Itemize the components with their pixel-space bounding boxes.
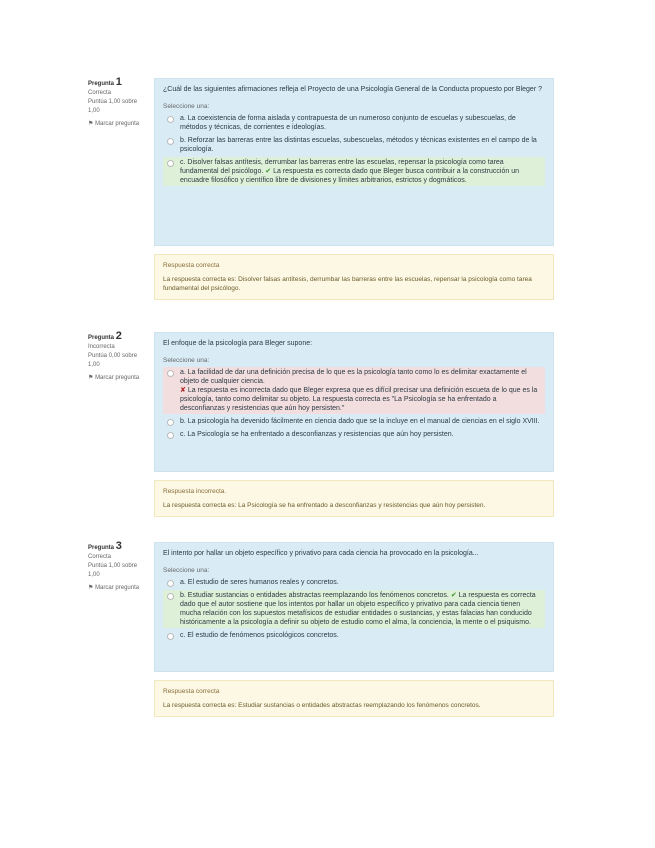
question-text: El enfoque de la psicología para Bleger supone: bbox=[163, 340, 313, 347]
cross-icon: ✘ bbox=[180, 387, 186, 394]
feedback-text: La respuesta correcta es: Disolver falsas antítesis, derrumbar las barreras entre las escuelas, repensar la psicología como tarea fundamental del psicólogo. bbox=[163, 276, 532, 292]
radio-button[interactable] bbox=[167, 432, 174, 439]
question-text: ¿Cuál de las siguientes afirmaciones refleja el Proyecto de una Psicología General de la Conducta propuesto por Bleger ? bbox=[163, 86, 542, 93]
question-state: Incorrecta bbox=[88, 344, 115, 350]
question-number: 1 bbox=[115, 76, 122, 88]
question-box bbox=[154, 332, 554, 472]
radio-button[interactable] bbox=[167, 593, 174, 600]
flag-question-button[interactable]: ⚑ Marcar pregunta bbox=[88, 375, 140, 381]
answer-option-b[interactable]: b. La psicología ha devenido fácilmente en ciencia dado que se la incluye en el manual de ciencias en el siglo XVIII. bbox=[163, 416, 545, 427]
question-number: 3 bbox=[115, 540, 122, 552]
feedback-text: La respuesta correcta es: La Psicología se ha enfrentado a desconfianzas y resistencias que aún hoy persisten. bbox=[163, 502, 486, 509]
option-feedback: La respuesta es correcta dado que Bleger busca contribuir a la construcción un encuadre filosófico y científico libre de divisiones y límites arbitrarios, estrictos y dogmáticos. bbox=[180, 168, 519, 184]
flag-icon: ⚑ bbox=[88, 585, 94, 591]
answer-option-a[interactable]: a. La coexistencia de forma aislada y contrapuesta de un numeroso conjunto de escuelas y subescuelas, de métodos y técnicas, de corrientes e ideologías. bbox=[163, 113, 545, 133]
answer-option-a[interactable]: a. El estudio de seres humanos reales y concretos. bbox=[163, 577, 545, 588]
radio-button[interactable] bbox=[167, 633, 174, 640]
question-score: Puntúa 0,00 sobre 1,00 bbox=[88, 353, 138, 368]
question-box bbox=[154, 542, 554, 672]
flag-icon: ⚑ bbox=[88, 375, 94, 381]
feedback-text: La respuesta correcta es: Estudiar sustancias o entidades abstractas reemplazando los fenómenos concretos. bbox=[163, 702, 481, 709]
feedback-heading: Respuesta incorrecta. bbox=[163, 488, 227, 495]
answer-option-b[interactable]: b. Reforzar las barreras entre las distintas escuelas, subescuelas, métodos y técnicas existentes en el campo de la psicología. bbox=[163, 135, 545, 155]
question-label: Pregunta bbox=[88, 335, 115, 341]
answer-option-c[interactable]: c. El estudio de fenómenos psicológicos concretos. bbox=[163, 630, 545, 641]
radio-button[interactable] bbox=[167, 160, 174, 167]
question-state: Correcta bbox=[88, 90, 112, 96]
radio-button[interactable] bbox=[167, 370, 174, 377]
option-feedback: La respuesta es incorrecta dado que Bleger expresa que es difícil precisar una definición escueta de lo que es la psicología, tanto como delimitar su objeto. La respuesta correcta es "La Psicología se ha enfrentado a desconfianzas y resistencias que aún hoy persisten." bbox=[180, 387, 538, 412]
question-text: El intento por hallar un objeto específico y privativo para cada ciencia ha provocado en la psicología... bbox=[163, 550, 479, 557]
question-state: Correcta bbox=[88, 554, 112, 560]
question-score: Puntúa 1,00 sobre 1,00 bbox=[88, 563, 138, 578]
feedback-box bbox=[154, 480, 554, 517]
check-icon: ✔ bbox=[450, 592, 457, 599]
feedback-heading: Respuesta correcta bbox=[163, 262, 220, 269]
radio-button[interactable] bbox=[167, 580, 174, 587]
answer-option-c[interactable]: c. Disolver falsas antítesis, derrumbar las barreras entre las escuelas, repensar la psicología como tarea fundamental del psicólogo. ✔ La respuesta es correcta dado que Bleger busca contribuir a la construcción un encuadre filosófico y científico libre de divisiones y límites arbitrarios, estrictos y dogmáticos. bbox=[163, 157, 545, 186]
feedback-heading: Respuesta correcta bbox=[163, 688, 220, 695]
check-icon: ✔ bbox=[265, 168, 272, 175]
flag-question-button[interactable]: ⚑ Marcar pregunta bbox=[88, 585, 140, 591]
feedback-box bbox=[154, 680, 554, 717]
question-info bbox=[88, 332, 150, 383]
question-number: 2 bbox=[115, 330, 122, 342]
select-label: Seleccione una: bbox=[163, 357, 210, 364]
answer-option-a[interactable]: a. La facilidad de dar una definición precisa de lo que es la psicología tanto como lo es delimitar exactamente el objeto de cualquier ciencia. ✘ La respuesta es incorrecta dado que Bleger expresa que es difícil precisar una definición escueta de lo que es la psicología, tanto como delimitar su objeto. La respuesta correcta es "La Psicología se ha enfrentado a desconfianzas y resistencias que aún hoy persisten." bbox=[163, 367, 545, 414]
question-info bbox=[88, 542, 150, 593]
radio-button[interactable] bbox=[167, 116, 174, 123]
option-feedback: La respuesta es correcta dado que el autor sostiene que los intentos por hallar un objeto específico y privativo para cada ciencia tienen mucha relación con los supuestos metafísicos de estudiar entidades o sustancias, y estas falacias han conducido históricamente a la psicología a definir su objeto de estudio como el alma, la conciencia, la mente o el psiquismo. bbox=[180, 592, 536, 626]
flag-question-button[interactable]: ⚑ Marcar pregunta bbox=[88, 121, 140, 127]
question-score: Puntúa 1,00 sobre 1,00 bbox=[88, 99, 138, 114]
select-label: Seleccione una: bbox=[163, 567, 210, 574]
question-label: Pregunta bbox=[88, 545, 115, 551]
answer-option-c[interactable]: c. La Psicología se ha enfrentado a desconfianzas y resistencias que aún hoy persisten. bbox=[163, 429, 545, 440]
feedback-box bbox=[154, 254, 554, 300]
answer-option-b[interactable]: b. Estudiar sustancias o entidades abstractas reemplazando los fenómenos concretos. ✔ La respuesta es correcta dado que el autor sostiene que los intentos por hallar un objeto específico y privativo para cada ciencia tienen mucha relación con los supuestos metafísicos de estudiar entidades o sustancias, y estas falacias han conducido históricamente a la psicología a definir su objeto de estudio como el alma, la conciencia, la mente o el psiquismo. bbox=[163, 590, 545, 628]
flag-icon: ⚑ bbox=[88, 121, 94, 127]
question-label: Pregunta bbox=[88, 81, 115, 87]
question-box bbox=[154, 78, 554, 246]
question-info bbox=[88, 78, 150, 129]
radio-button[interactable] bbox=[167, 419, 174, 426]
select-label: Seleccione una: bbox=[163, 103, 210, 110]
radio-button[interactable] bbox=[167, 138, 174, 145]
